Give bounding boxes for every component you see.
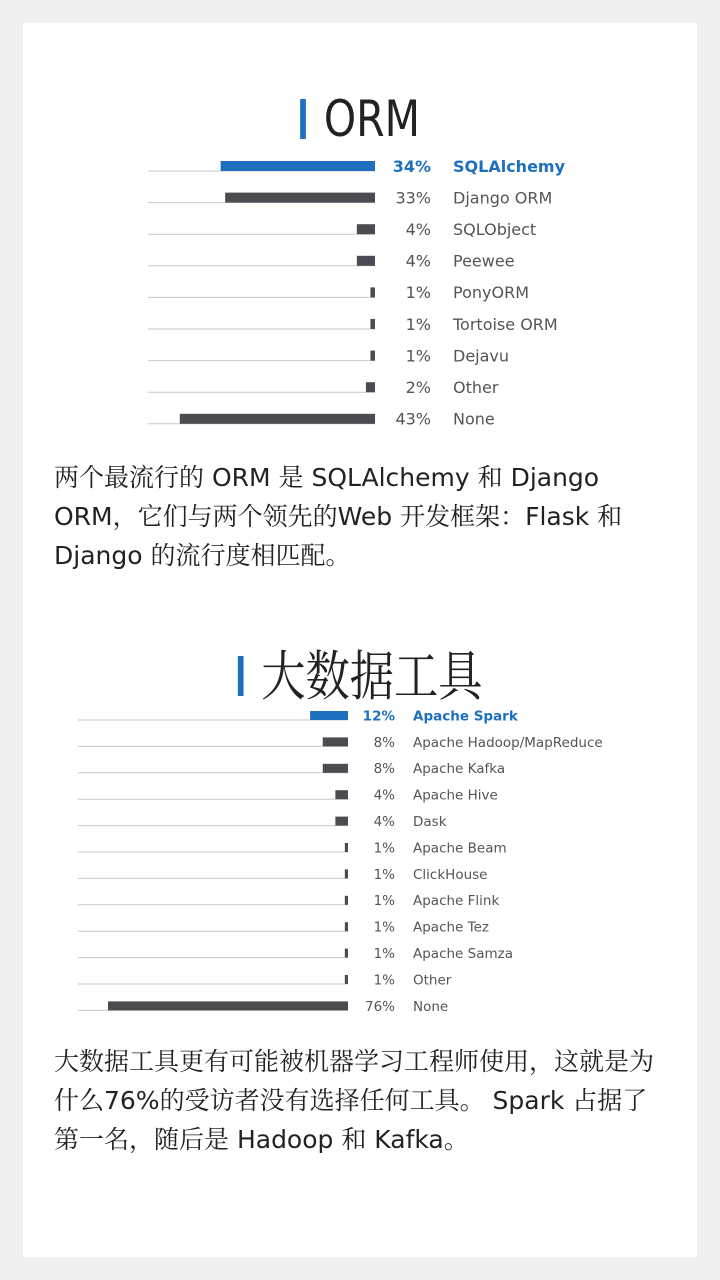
bigdata-category-label: Apache Hadoop/MapReduce: [413, 734, 603, 751]
orm-description: 两个最流行的 ORM 是 SQLAlchemy 和 Django ORM，它们与两个领先的Web 开发框架：Flask 和 Django 的流行度相匹配。: [54, 463, 623, 570]
orm-bar: [366, 382, 375, 392]
bigdata-bar: [345, 869, 348, 878]
bigdata-bar: [108, 1001, 348, 1010]
title-accent-bar: [300, 99, 306, 139]
bigdata-bar-row: [78, 972, 452, 988]
orm-bar-chart: [23, 153, 697, 453]
bigdata-section-title: [84, 641, 637, 713]
bigdata-bar: [345, 975, 348, 984]
orm-bar: [357, 256, 375, 266]
orm-bar-row: [148, 157, 566, 176]
bigdata-bar: [345, 896, 348, 905]
orm-bar: [180, 414, 375, 424]
bigdata-bar: [310, 711, 348, 720]
bigdata-bar-row: [78, 920, 489, 936]
orm-bar: [225, 193, 375, 203]
bigdata-value-label: 1%: [373, 919, 395, 936]
bigdata-value-label: 4%: [373, 813, 395, 830]
orm-bar: [221, 161, 375, 171]
orm-category-label: PonyORM: [453, 283, 529, 303]
orm-section-title: [84, 85, 637, 153]
bigdata-category-label: Apache Samza: [413, 945, 514, 962]
bigdata-category-label: Apache Hive: [413, 787, 498, 804]
orm-bar-row: [148, 188, 552, 207]
bigdata-value-label: 1%: [373, 840, 395, 857]
bigdata-bar-row: [78, 840, 507, 856]
bigdata-category-label: Apache Tez: [413, 919, 489, 936]
orm-value-label: 1%: [405, 346, 431, 366]
orm-bar: [357, 224, 375, 234]
bigdata-value-label: 1%: [373, 945, 395, 962]
bigdata-bar: [323, 737, 348, 746]
bigdata-bar: [345, 949, 348, 958]
title-accent-bar: [237, 656, 243, 696]
bigdata-value-label: 8%: [373, 734, 395, 751]
orm-value-label: 1%: [405, 283, 431, 303]
orm-bar: [370, 287, 375, 297]
bigdata-bar: [335, 817, 348, 826]
bigdata-bar: [345, 922, 348, 931]
bigdata-bar-row: [78, 788, 498, 804]
bigdata-value-label: 76%: [364, 998, 395, 1015]
bigdata-bar: [335, 790, 348, 799]
bigdata-category-label: Apache Spark: [413, 708, 518, 725]
orm-value-label: 43%: [395, 409, 431, 429]
bigdata-bar: [323, 764, 348, 773]
bigdata-value-label: 1%: [373, 972, 395, 989]
bigdata-bar-row: [78, 867, 487, 883]
orm-category-label: Peewee: [453, 251, 515, 271]
orm-bar-row: [148, 252, 515, 271]
orm-bar-row: [148, 346, 509, 365]
bigdata-value-label: 4%: [373, 787, 395, 804]
bigdata-category-label: Apache Beam: [413, 840, 507, 857]
bigdata-category-label: Other: [413, 972, 452, 989]
bigdata-bar-chart: [23, 708, 697, 1033]
bigdata-bar: [345, 843, 348, 852]
bigdata-bar-row: [78, 735, 603, 751]
orm-category-label: Tortoise ORM: [453, 314, 558, 334]
orm-bar-row: [148, 315, 558, 334]
content-card: [23, 23, 697, 1257]
bigdata-value-label: 12%: [362, 708, 395, 725]
bigdata-category-label: None: [413, 998, 449, 1015]
bigdata-value-label: 1%: [373, 893, 395, 910]
orm-title-text: ORM: [323, 90, 420, 148]
orm-value-label: 34%: [392, 156, 431, 176]
bigdata-value-label: 8%: [373, 761, 395, 778]
orm-value-label: 4%: [405, 251, 431, 271]
orm-bar-row: [148, 220, 536, 239]
orm-value-label: 4%: [405, 219, 431, 239]
bigdata-category-label: Apache Kafka: [413, 761, 506, 778]
orm-bar-row: [148, 410, 495, 429]
orm-category-label: SQLAlchemy: [453, 156, 566, 176]
orm-category-label: Dejavu: [453, 346, 510, 366]
orm-value-label: 2%: [405, 377, 431, 397]
bigdata-bar-row: [78, 708, 519, 724]
orm-bar: [370, 319, 375, 329]
orm-bar: [370, 351, 375, 361]
orm-value-label: 33%: [395, 188, 431, 208]
bigdata-category-label: Apache Flink: [413, 893, 500, 910]
orm-category-label: None: [453, 409, 495, 429]
bigdata-bar-row: [78, 761, 505, 777]
orm-bar-row: [148, 283, 529, 302]
orm-value-label: 1%: [405, 314, 431, 334]
bigdata-title-text: 大数据工具: [261, 645, 483, 708]
bigdata-bar-row: [78, 946, 513, 962]
bigdata-description: 大数据工具更有可能被机器学习工程师使用，这就是为什么76%的受访者没有选择任何工具。 Spark 占据了第一名，随后是 Hadoop 和 Kafka。: [54, 1047, 655, 1154]
orm-bar-row: [148, 378, 499, 397]
bigdata-bar-row: [78, 893, 499, 909]
orm-category-label: Other: [453, 377, 499, 397]
orm-category-label: SQLObject: [453, 219, 537, 239]
bigdata-value-label: 1%: [373, 866, 395, 883]
orm-category-label: Django ORM: [453, 188, 553, 208]
bigdata-bar-row: [78, 814, 447, 830]
bigdata-category-label: ClickHouse: [413, 866, 488, 883]
bigdata-category-label: Dask: [413, 813, 447, 830]
bigdata-bar-row: [78, 999, 448, 1015]
